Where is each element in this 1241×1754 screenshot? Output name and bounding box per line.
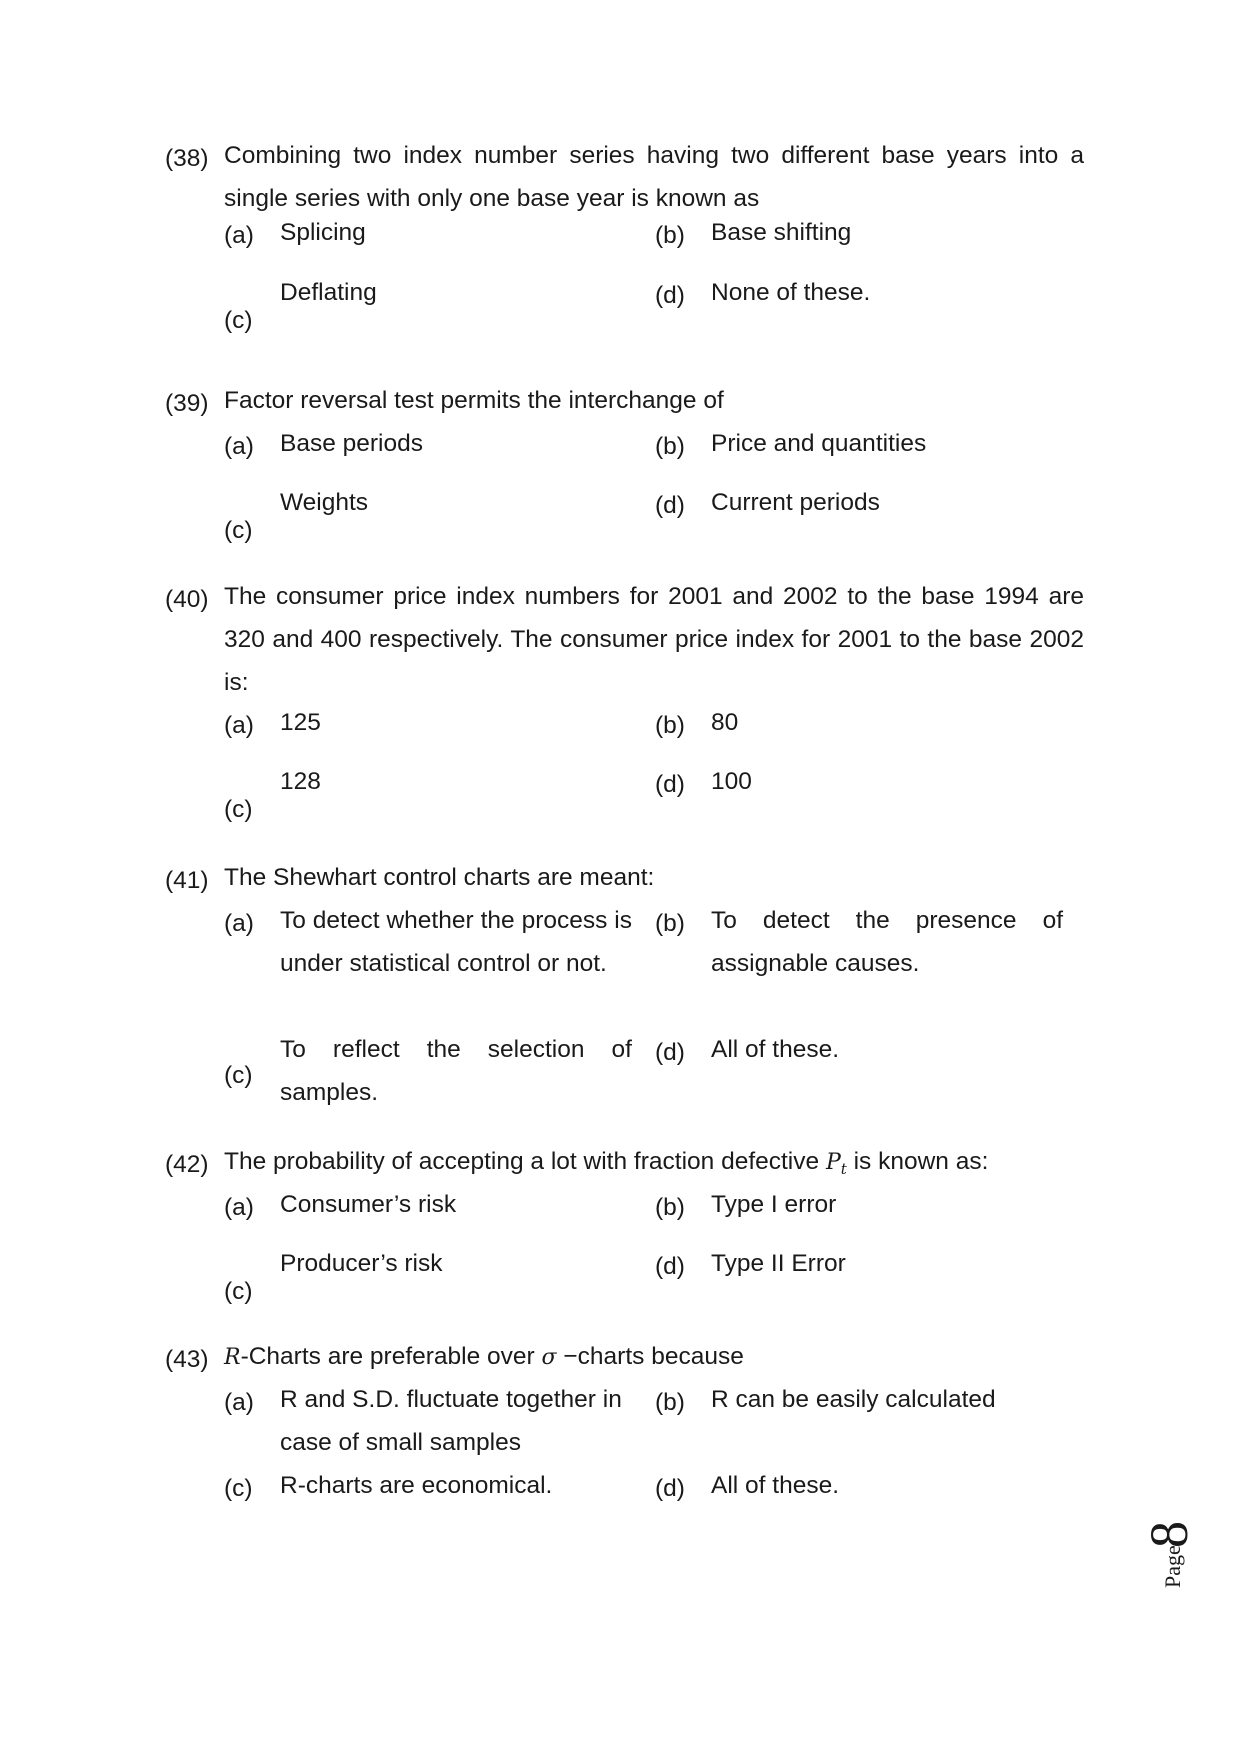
question-number: (41)	[165, 867, 209, 894]
question-number: (43)	[165, 1346, 209, 1373]
option-text: Base shifting	[711, 219, 852, 246]
math-symbol-r: R	[224, 1345, 241, 1370]
option-label: (b)	[655, 910, 685, 937]
option-label: (d)	[655, 492, 685, 519]
question-text: Factor reversal test permits the interchange of	[224, 387, 724, 414]
option-text: Type II Error	[711, 1250, 846, 1277]
option-text: Deflating	[280, 279, 377, 306]
option-label: (a)	[224, 1389, 254, 1416]
option-label: (c)	[224, 796, 253, 823]
option-text: To detect whether the process is under statistical control or not.	[280, 907, 632, 977]
option-label: (c)	[224, 1062, 253, 1089]
page-number: 8	[1139, 1521, 1199, 1548]
option-label: (c)	[224, 517, 253, 544]
option-text: Current periods	[711, 489, 880, 516]
option-text: 125	[280, 709, 321, 736]
question-number: (40)	[165, 586, 209, 613]
option-label: (a)	[224, 1194, 254, 1221]
math-symbol-subscript: t	[840, 1160, 847, 1178]
option-label: (c)	[224, 1278, 253, 1305]
option-label: (d)	[655, 1253, 685, 1280]
page-word: Page	[1160, 1545, 1185, 1588]
option-label: (d)	[655, 771, 685, 798]
option-text: Producer’s risk	[280, 1250, 443, 1277]
option-label: (b)	[655, 1194, 685, 1221]
option-label: (a)	[224, 712, 254, 739]
question-number: (39)	[165, 390, 209, 417]
option-text: 128	[280, 768, 321, 795]
option-text: Weights	[280, 489, 369, 516]
option-text: Base periods	[280, 430, 424, 457]
option-label: (d)	[655, 282, 685, 309]
option-text: Type I error	[711, 1191, 837, 1218]
option-text: R can be easily calculated	[711, 1386, 996, 1413]
option-label: (b)	[655, 712, 685, 739]
option-text: R and S.D. fluctuate together in case of small samples	[280, 1386, 622, 1456]
option-label: (b)	[655, 1389, 685, 1416]
option-text: 100	[711, 768, 752, 795]
option-label: (d)	[655, 1039, 685, 1066]
option-text: To reflect the selection of samples.	[280, 1036, 632, 1106]
option-text: All of these.	[711, 1036, 840, 1063]
option-text: Price and quantities	[711, 430, 927, 457]
question-text: Combining two index number series having two different base years into a single series with only one base year is known as	[224, 142, 1084, 212]
question-text-after: −charts because	[563, 1343, 744, 1370]
option-label: (a)	[224, 222, 254, 249]
question-text-before: The probability of accepting a lot with fraction defective	[224, 1148, 820, 1175]
option-label: (c)	[224, 1475, 253, 1502]
math-symbol-sigma: σ	[541, 1345, 557, 1370]
question-text: The consumer price index numbers for 2001 and 2002 to the base 1994 are 320 and 400 respectively. The consumer price index for 2001 to the base 2002 is:	[224, 583, 1084, 696]
option-label: (d)	[655, 1475, 685, 1502]
question-text: The Shewhart control charts are meant:	[224, 864, 655, 891]
option-label: (a)	[224, 910, 254, 937]
option-label: (b)	[655, 222, 685, 249]
option-label: (a)	[224, 433, 254, 460]
option-text: Splicing	[280, 219, 366, 246]
question-text-mid: -Charts are preferable over	[240, 1343, 535, 1370]
math-symbol-p	[825, 1150, 847, 1178]
option-text: To detect the presence of assignable causes.	[711, 907, 1063, 977]
question-number: (42)	[165, 1151, 209, 1178]
math-symbol-letter: P	[825, 1150, 841, 1175]
question-text	[224, 1335, 1084, 1379]
option-text: 80	[711, 709, 739, 736]
option-label: (c)	[224, 307, 253, 334]
question-number: (38)	[165, 145, 209, 172]
option-text: R-charts are economical.	[280, 1472, 553, 1499]
option-text: Consumer’s risk	[280, 1191, 457, 1218]
question-text-after: is known as:	[853, 1148, 989, 1175]
option-text: All of these.	[711, 1472, 840, 1499]
option-text: None of these.	[711, 279, 871, 306]
option-label: (b)	[655, 433, 685, 460]
